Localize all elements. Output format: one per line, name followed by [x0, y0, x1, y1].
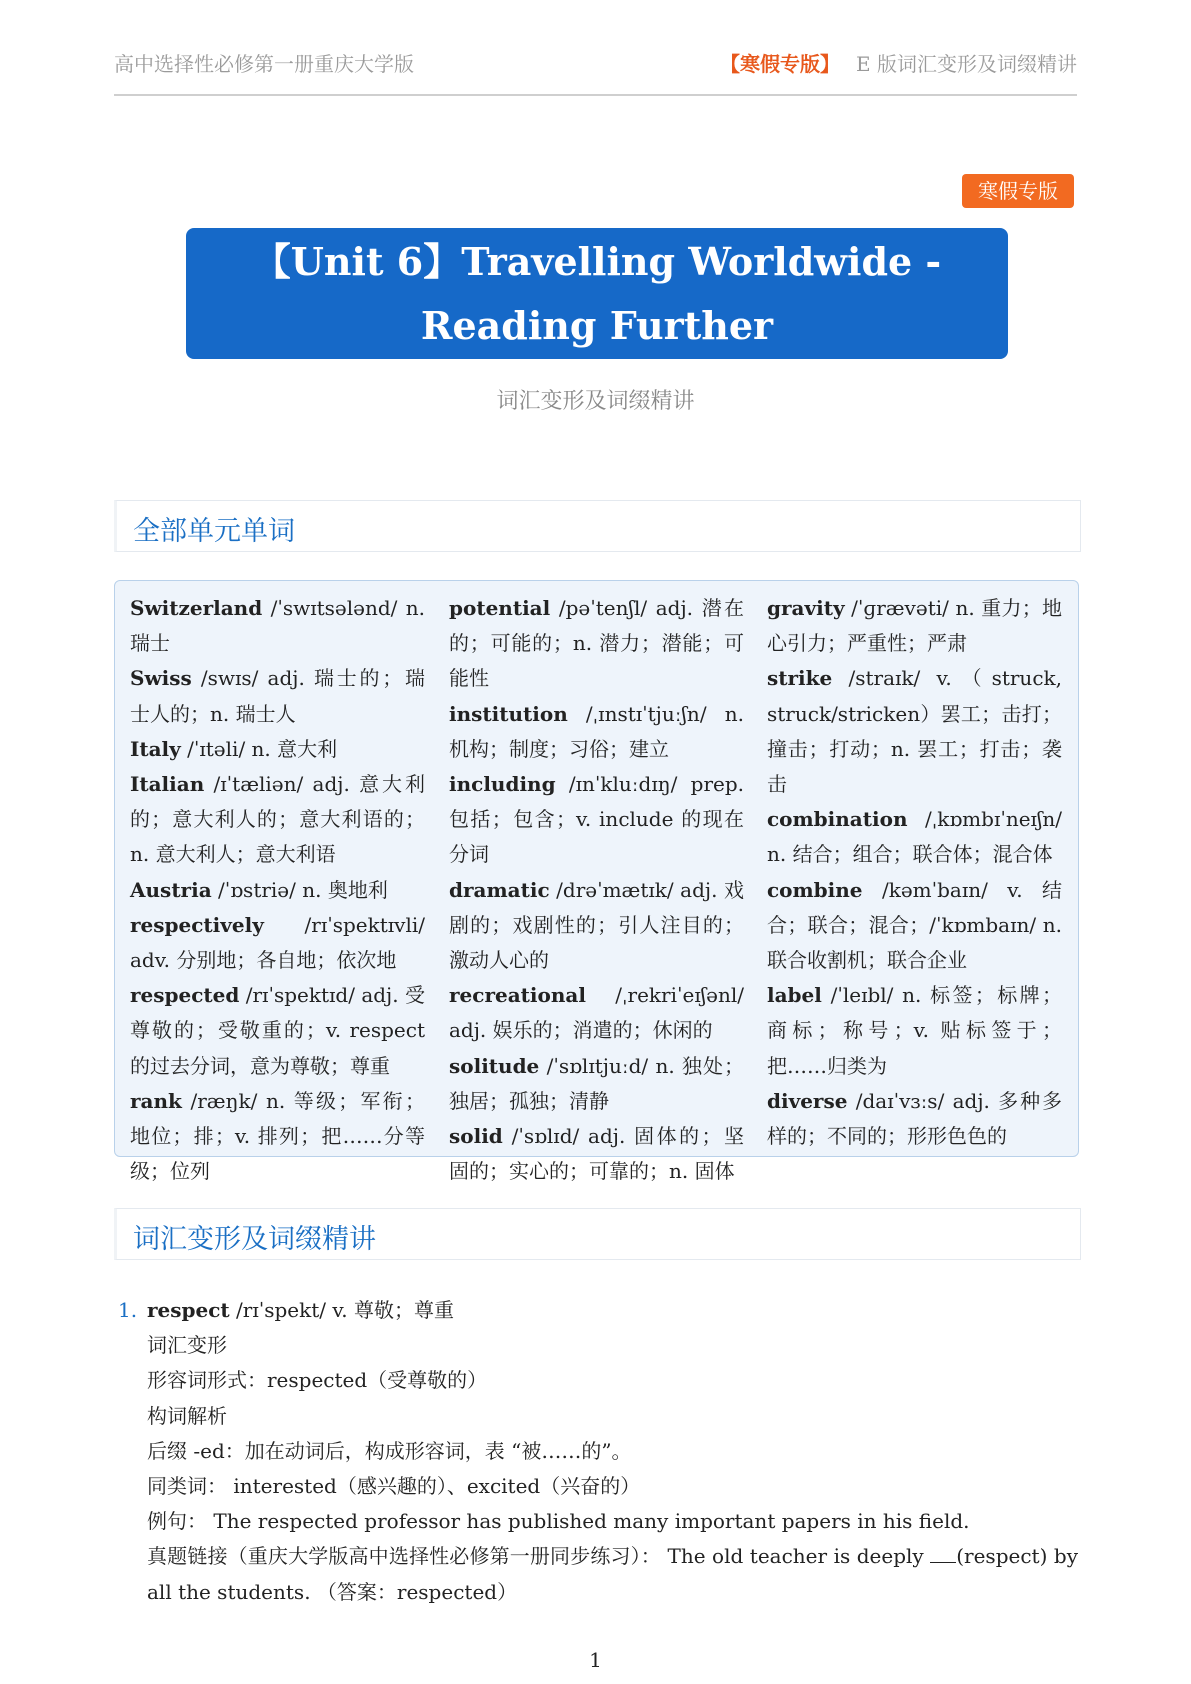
page-number: 1	[589, 1648, 602, 1672]
vocab-entry	[449, 1119, 744, 1189]
vocab-word: recreational	[449, 983, 586, 1008]
vocab-word: potential	[449, 596, 551, 620]
vocab-word: respectively	[130, 912, 264, 937]
vocab-word: Switzerland	[130, 596, 263, 620]
vocab-column-1	[130, 591, 425, 1189]
vocab-definition: /swɪs/ adj. 瑞士的；瑞士人的；n. 瑞士人	[130, 666, 425, 726]
heading-word-formation: 构词解析	[147, 1403, 227, 1428]
section-title: 词汇变形及词缀精讲	[133, 1224, 376, 1255]
vocab-definition: /ræŋk/ n. 等级；军衔；地位；排；v. 排列；把……分等级；位列	[130, 1088, 425, 1184]
exam-link	[118, 1539, 1078, 1609]
vocab-definition: /rɪˈspektɪvli/ adv. 分别地；各自地；依次地	[130, 912, 425, 973]
vocab-column-3	[767, 591, 1062, 1154]
vocab-word: solitude	[449, 1053, 540, 1078]
word-form: 形容词形式：respected（受尊敬的）	[147, 1368, 488, 1393]
vocab-definition: /drəˈmætɪk/ adj. 戏剧的；戏剧性的；引人注目的；激动人心的	[449, 877, 744, 973]
vocab-entry	[449, 873, 744, 979]
vocab-word: including	[449, 772, 556, 797]
vocab-word: dramatic	[449, 877, 550, 902]
vocab-entry	[130, 732, 425, 767]
vocab-definition: /pəˈtenʃl/ adj. 潜在的；可能的；n. 潜力；潜能；可能性	[449, 596, 744, 691]
similar-label: 同类词：	[147, 1474, 227, 1499]
vocab-entry	[130, 1084, 425, 1190]
header-right	[720, 48, 1077, 77]
vocab-entry	[130, 661, 425, 731]
vocab-word: strike	[767, 666, 833, 691]
example-label: 例句：	[147, 1509, 207, 1534]
section-header-explanation	[114, 1208, 1081, 1260]
vocab-entry	[449, 767, 744, 873]
vocab-definition: /ˈsɒlɪd/ adj. 固体的；坚固的；实心的；可靠的；n. 固体	[449, 1124, 744, 1184]
vocab-word: Italy	[130, 736, 181, 761]
similar-words	[118, 1469, 1078, 1504]
vocab-word: diverse	[767, 1088, 848, 1113]
section-header-vocab	[114, 500, 1081, 552]
page-title: 【Unit 6】Travelling Worldwide - Reading Further	[252, 238, 942, 348]
vocab-word: Austria	[130, 877, 212, 902]
vocab-entry	[767, 1084, 1062, 1154]
vocab-definition: /daɪˈvɜːs/ adj. 多种多样的；不同的；形形色色的	[767, 1088, 1062, 1149]
vocab-entry	[767, 978, 1062, 1084]
headword-def: /rɪˈspekt/ v. 尊敬；尊重	[229, 1298, 455, 1322]
vocab-word: respected	[130, 983, 240, 1008]
vocab-word: institution	[449, 701, 568, 726]
vocab-entry	[767, 873, 1062, 979]
vocab-definition: /ɪˈtæliən/ adj. 意大利的；意大利人的；意大利语的；n. 意大利人；意大利语	[130, 772, 425, 867]
vocab-word: rank	[130, 1088, 182, 1113]
entry-number: 1.	[118, 1298, 138, 1322]
vocab-entry	[767, 802, 1062, 872]
vocab-definition: /ˌɪnstɪˈtjuːʃn/ n. 机构；制度；习俗；建立	[449, 701, 744, 761]
vocab-definition: /kəmˈbaɪn/ v. 结合；联合；混合；/ˈkɒmbaɪn/ n. 联合收割机；联合企业	[767, 877, 1062, 973]
title-banner	[186, 228, 1008, 359]
example-text: The respected professor has published many important papers in his field.	[207, 1509, 970, 1534]
vocab-entry	[130, 908, 425, 978]
vocab-entry	[449, 978, 744, 1048]
vocab-word: combine	[767, 877, 863, 902]
vocab-word: Italian	[130, 772, 205, 797]
vocab-definition: /straɪk/ v.（struck, struck/stricken）罢工；击打；撞击；打动；n. 罢工；打击；袭击	[767, 666, 1062, 797]
vocab-box	[114, 580, 1079, 1184]
vocab-definition: /ˈɒstriə/ n. 奥地利	[211, 877, 388, 902]
vocab-definition: /ˈɪtəli/ n. 意大利	[180, 736, 338, 761]
example-sentence	[118, 1504, 1078, 1539]
vocab-definition: /ɪnˈkluːdɪŋ/ prep. 包括；包含；v. include 的现在分词	[449, 772, 744, 867]
vocab-definition: /rɪˈspektɪd/ adj. 受尊敬的；受敬重的；v. respect 的过去分词，意为尊敬；尊重	[130, 983, 425, 1078]
vocab-column-2	[449, 591, 744, 1189]
answer-blank	[930, 1544, 956, 1563]
vocab-definition: /ˈswɪtsələnd/ n. 瑞士	[130, 596, 425, 656]
section-title: 全部单元单词	[133, 516, 295, 547]
vocab-entry	[130, 591, 425, 661]
vocab-word: combination	[767, 807, 908, 832]
vocab-entry	[130, 873, 425, 908]
edition-badge: 寒假专版	[962, 174, 1074, 208]
vocab-word: solid	[449, 1124, 503, 1149]
headword: respect	[147, 1298, 230, 1322]
heading-word-forms: 词汇变形	[147, 1333, 227, 1358]
header-subtitle: E 版词汇变形及词缀精讲	[856, 52, 1077, 76]
page-subtitle: 词汇变形及词缀精讲	[496, 389, 695, 414]
vocab-word: Swiss	[130, 666, 192, 691]
exam-link-text-a: The old teacher is deeply	[660, 1544, 931, 1569]
suffix-explanation: 后缀 -ed：加在动词后，构成形容词，表 “被……的”。	[147, 1438, 632, 1463]
exam-link-text-b: (respect) by all the students. （答案：respected）	[147, 1544, 1078, 1604]
header-badge: 【寒假专版】	[720, 52, 841, 76]
header-title: 高中选择性必修第一册重庆大学版	[114, 52, 414, 76]
header-divider	[114, 94, 1077, 96]
vocab-entry	[767, 591, 1062, 661]
vocab-entry	[130, 767, 425, 873]
exam-link-label: 真题链接（重庆大学版高中选择性必修第一册同步练习）：	[147, 1544, 661, 1569]
explanation-entry	[118, 1293, 1078, 1610]
vocab-word: label	[767, 983, 822, 1008]
vocab-word: gravity	[767, 596, 845, 620]
vocab-definition: /ˌrekriˈeɪʃənl/ adj. 娱乐的；消遣的；休闲的	[449, 983, 744, 1043]
vocab-definition: /ˈsɒlɪtjuːd/ n. 独处；独居；孤独；清静	[449, 1053, 744, 1113]
vocab-entry	[449, 591, 744, 697]
similar-text: interested（感兴趣的）、excited（兴奋的）	[227, 1474, 641, 1499]
vocab-definition: /ˈɡrævəti/ n. 重力；地心引力；严重性；严肃	[767, 596, 1062, 656]
vocab-entry	[449, 697, 744, 767]
vocab-entry	[130, 978, 425, 1084]
vocab-entry	[449, 1049, 744, 1119]
vocab-definition: /ˈleɪbl/ n. 标签；标牌；商标；称号；v. 贴标签于；把……归类为	[767, 983, 1062, 1078]
vocab-definition: /ˌkɒmbɪˈneɪʃn/ n. 结合；组合；联合体；混合体	[767, 807, 1062, 867]
vocab-entry	[767, 661, 1062, 802]
entry-headword	[118, 1293, 1078, 1328]
